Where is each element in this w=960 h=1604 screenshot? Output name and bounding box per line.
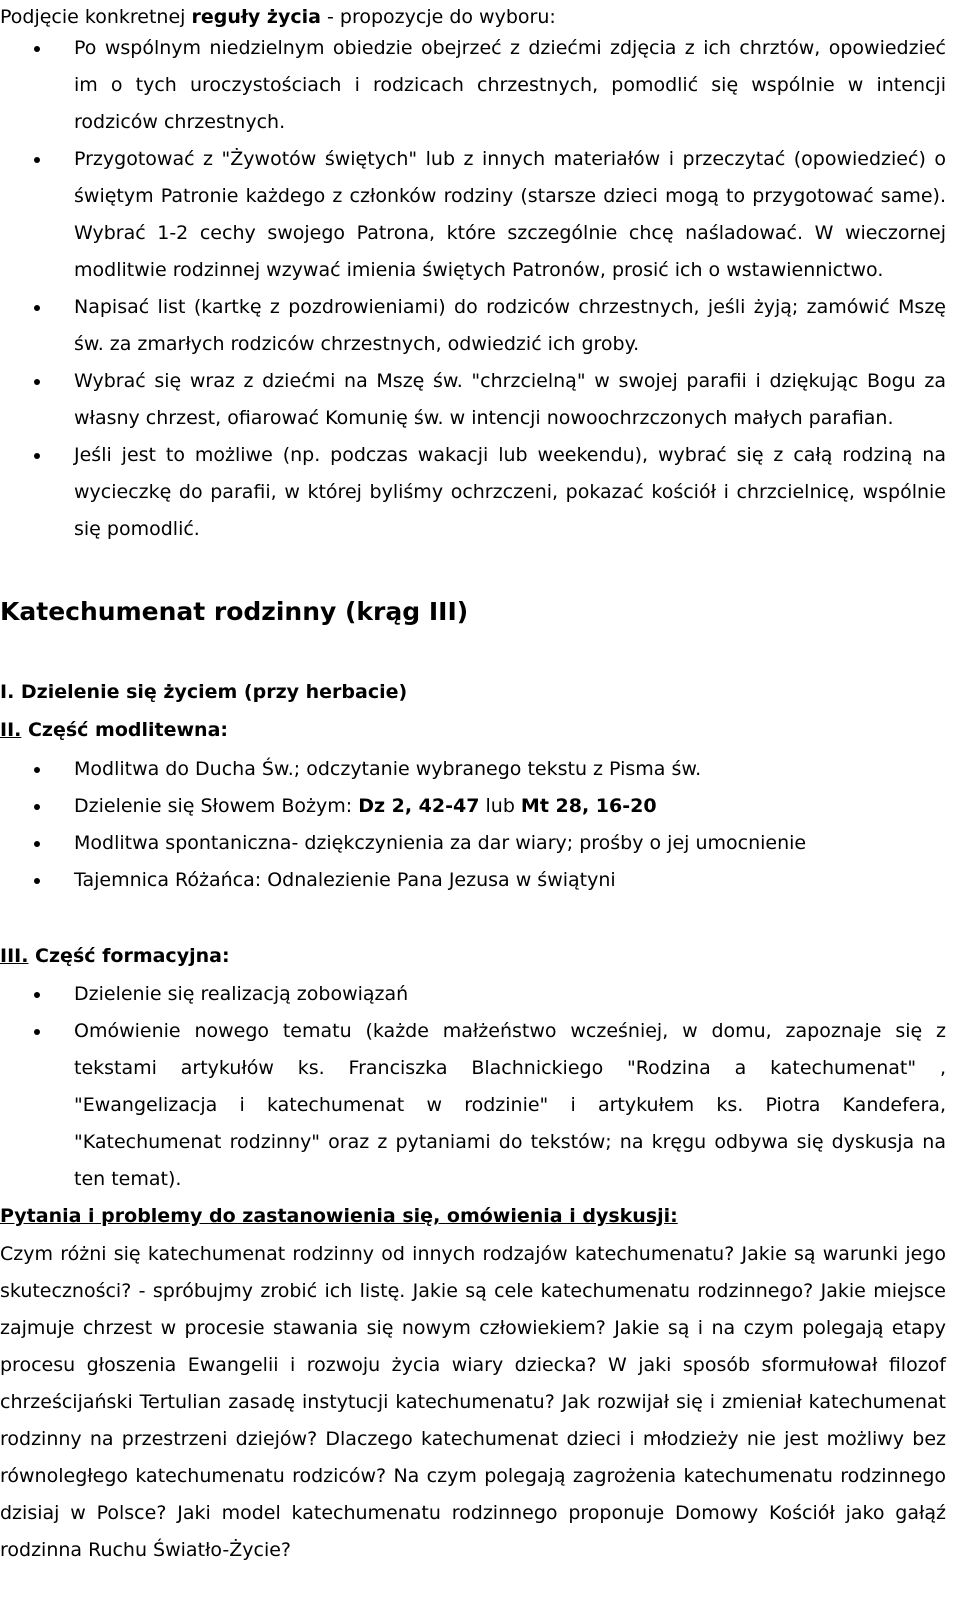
list-item: Modlitwa do Ducha Św.; odczytanie wybranego tekstu z Pisma św. — [0, 751, 946, 788]
bullet-icon — [34, 453, 40, 459]
bullet-icon — [34, 878, 40, 884]
list-item: Tajemnica Różańca: Odnalezienie Pana Jezusa w świątyni — [0, 862, 946, 899]
list-item: Po wspólnym niedzielnym obiedzie obejrzeć z dziećmi zdjęcia z ich chrztów, opowiedzieć im o tych uroczystościach i rodzicach chrzestnych, pomodlić się wspólnie w intencji rodziców chrzestnych. — [0, 30, 946, 141]
section-3-list — [0, 976, 946, 1198]
bullet-icon — [34, 992, 40, 998]
list-item: Modlitwa spontaniczna- dziękczynienia za dar wiary; prośby o jej umocnienie — [0, 825, 946, 862]
bullet-icon — [34, 841, 40, 847]
questions-body: Czym różni się katechumenat rodzinny od innych rodzajów katechumenatu? Jakie są warunki jego skuteczności? - spróbujmy zrobić ich listę. Jakie są cele katechumenatu rodzinnego? Jakie miejsce zajmuje chrzest w procesie stawania się nowym człowiekiem? Jakie są i na czym polegają etapy procesu głoszenia Ewangelii i rozwoju życia wiary dziecka? W jaki sposób sformułował filozof chrześcijański Tertulian zasadę instytucji katechumenatu? Jak rozwijał się i zmieniał katechumenat rodzinny na przestrzeni dziejów? Dlaczego katechumenat dzieci i młodzieży nie jest możliwy bez równoległego katechumenatu rodziców? Na czym polegają zagrożenia katechumenatu rodzinnego dzisiaj w Polsce? Jaki model katechumenatu rodzinnego proponuje Domowy Kościół jako gałąź rodzinna Ruchu Światło-Życie? — [0, 1243, 946, 1561]
list-item: Omówienie nowego tematu (każde małżeństwo wcześniej, w domu, zapoznaje się z tekstami artykułów ks. Franciszka Blachnickiego "Rodzina a katechumenat" , "Ewangelizacja i katechumenat w rodzinie" i artykułem ks. Piotra Kandefera, "Katechumenat rodzinny" oraz z pytaniami do tekstów; na kręgu odbywa się dyskusja na ten temat). — [0, 1013, 946, 1198]
bullet-icon — [34, 379, 40, 385]
bullet-icon — [34, 1029, 40, 1035]
bullet-icon — [34, 804, 40, 810]
list-item: Wybrać się wraz z dziećmi na Mszę św. "chrzcielną" w swojej parafii i dziękując Bogu za własny chrzest, ofiarować Komunię św. w intencji nowoochrzczonych małych parafian. — [0, 363, 946, 437]
intro-prefix: Podjęcie konkretnej — [0, 6, 192, 28]
scripture-ref: Mt 28, 16-20 — [520, 795, 657, 817]
section-1-heading: I. Dzielenie się życiem (przy herbacie) — [0, 681, 408, 703]
rule-list — [0, 30, 946, 548]
list-item: Przygotować z "Żywotów świętych" lub z innych materiałów i przeczytać (opowiedzieć) o świętym Patronie każdego z członków rodziny (starsze dzieci mogą to przygotować same). Wybrać 1-2 cechy swojego Patrona, które szczególnie chcę naśladować. W wieczornej modlitwie rodzinnej wzywać imienia świętych Patronów, prosić ich o wstawiennictwo. — [0, 141, 946, 289]
bullet-icon — [34, 157, 40, 163]
section-2-heading: II. Część modlitewna: — [0, 719, 228, 741]
section-2-list — [0, 751, 946, 899]
questions-heading: Pytania i problemy do zastanowienia się, omówienia i dyskusji: — [0, 1205, 678, 1227]
page-title: Katechumenat rodzinny (krąg III) — [0, 597, 469, 626]
bullet-icon — [34, 46, 40, 52]
bullet-icon — [34, 767, 40, 773]
list-item: Dzielenie się realizacją zobowiązań — [0, 976, 946, 1013]
intro-suffix: - propozycje do wyboru: — [320, 6, 556, 28]
bullet-icon — [34, 305, 40, 311]
list-item: Dzielenie się Słowem Bożym: Dz 2, 42-47 lub Mt 28, 16-20 — [0, 788, 946, 825]
section-3-heading: III. Część formacyjna: — [0, 945, 230, 967]
scripture-ref: Dz 2, 42-47 — [358, 795, 480, 817]
intro-bold: reguły życia — [191, 6, 321, 28]
list-item: Jeśli jest to możliwe (np. podczas wakacji lub weekendu), wybrać się z całą rodziną na wycieczkę do parafii, w której byliśmy ochrzczeni, pokazać kościół i chrzcielnicę, wspólnie się pomodlić. — [0, 437, 946, 548]
list-item: Napisać list (kartkę z pozdrowieniami) do rodziców chrzestnych, jeśli żyją; zamówić Mszę św. za zmarłych rodziców chrzestnych, odwiedzić ich groby. — [0, 289, 946, 363]
